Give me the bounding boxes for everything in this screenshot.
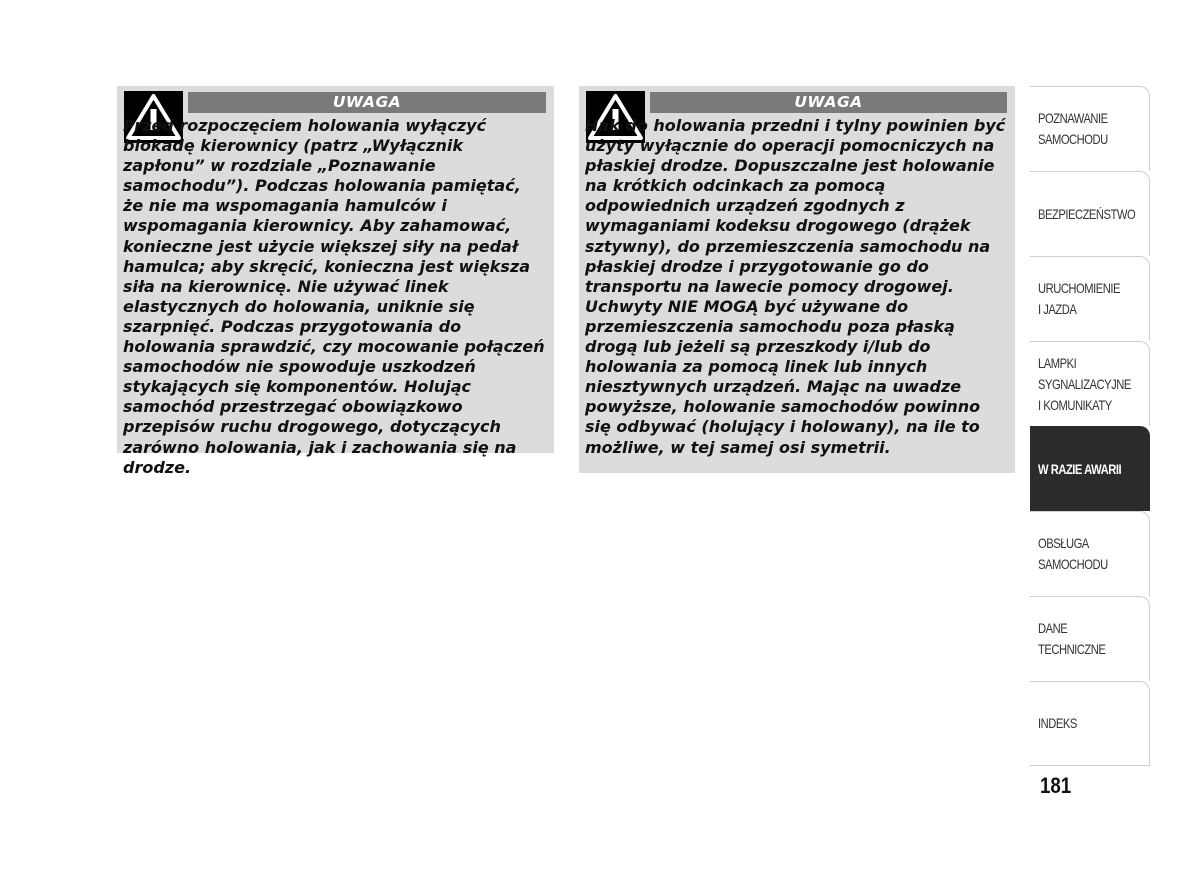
tab-uruchomienie-i-jazda[interactable]	[1030, 256, 1150, 341]
tab-bezpieczenstwo[interactable]	[1030, 171, 1150, 256]
tab-indeks[interactable]	[1030, 681, 1150, 766]
warning-heading: UWAGA	[650, 92, 1007, 113]
tab-label: W RAZIE AWARII	[1038, 460, 1122, 477]
tab-label: LAMPKI SYGNALIZACYJNE I KOMUNIKATY	[1038, 354, 1131, 413]
chapter-sidebar	[1030, 86, 1150, 766]
tab-label: DANE TECHNICZNE	[1038, 620, 1106, 657]
tab-poznawanie-samochodu[interactable]	[1030, 86, 1150, 171]
icon-spacer	[123, 86, 189, 116]
tab-label: OBSŁUGA SAMOCHODU	[1038, 535, 1108, 572]
tab-label: INDEKS	[1038, 715, 1077, 731]
warning-box-right	[579, 86, 1015, 473]
tab-label: URUCHOMIENIE I JAZDA	[1038, 280, 1120, 317]
warning-box-left	[117, 86, 554, 477]
tab-lampki-sygnalizacyjne[interactable]	[1030, 341, 1150, 426]
tab-obsluga-samochodu[interactable]	[1030, 511, 1150, 596]
tab-dane-techniczne[interactable]	[1030, 596, 1150, 681]
icon-spacer	[585, 86, 651, 116]
tab-label: BEZPIECZEŃSTWO	[1038, 205, 1136, 222]
tab-w-razie-awarii[interactable]	[1030, 426, 1150, 511]
warning-heading: UWAGA	[188, 92, 546, 113]
warning-text: Przed rozpoczęciem holowania wyłączyć blokadę kierownicy (patrz „Wyłącznik zapłonu” w rozdziale „Poznawanie samochodu”). Podczas holowania pamiętać, że nie ma wspomagania hamulców i wspomagania kierownicy. Aby zahamować, konieczne jest użycie większej siły na pedał hamulca; aby skręcić, konieczna jest większa siła na kierownicę. Nie używać linek elastycznych do holowania, uniknie się szarpnięć. Podczas przygotowania do holowania sprawdzić, czy mocowanie połączeń samochodów nie spowoduje uszkodzeń stykających się komponentów. Holując samochód przestrzegać obowiązkowo przepisów ruchu drogowego, dotyczących zarówno holowania, jak i zachowania się na drodze.	[123, 116, 546, 478]
warning-text: Hak do holowania przedni i tylny powinien być użyty wyłącznie do operacji pomocniczych na płaskiej drodze. Dopuszczalne jest holowanie na krótkich odcinkach za pomocą odpowiednich urządzeń zgodnych z wymaganiami kodeksu drogowego (drążek sztywny), do przemieszczenia samochodu na płaskiej drodze i przygotowanie go do transportu na lawecie pomocy drogowej. Uchwyty NIE MOGĄ być używane do przemieszczenia samochodu poza płaską drogą lub jeżeli są przeszkody i/lub do holowania za pomocą linek lub innych niesztywnych urządzeń. Mając na uwadze powyższe, holowanie samochodów powinno się odbywać (holujący i holowany), na ile to możliwe, w tej samej osi symetrii.	[585, 116, 1007, 458]
page-number: 181	[1040, 773, 1072, 798]
tab-label: POZNAWANIE SAMOCHODU	[1038, 110, 1108, 147]
